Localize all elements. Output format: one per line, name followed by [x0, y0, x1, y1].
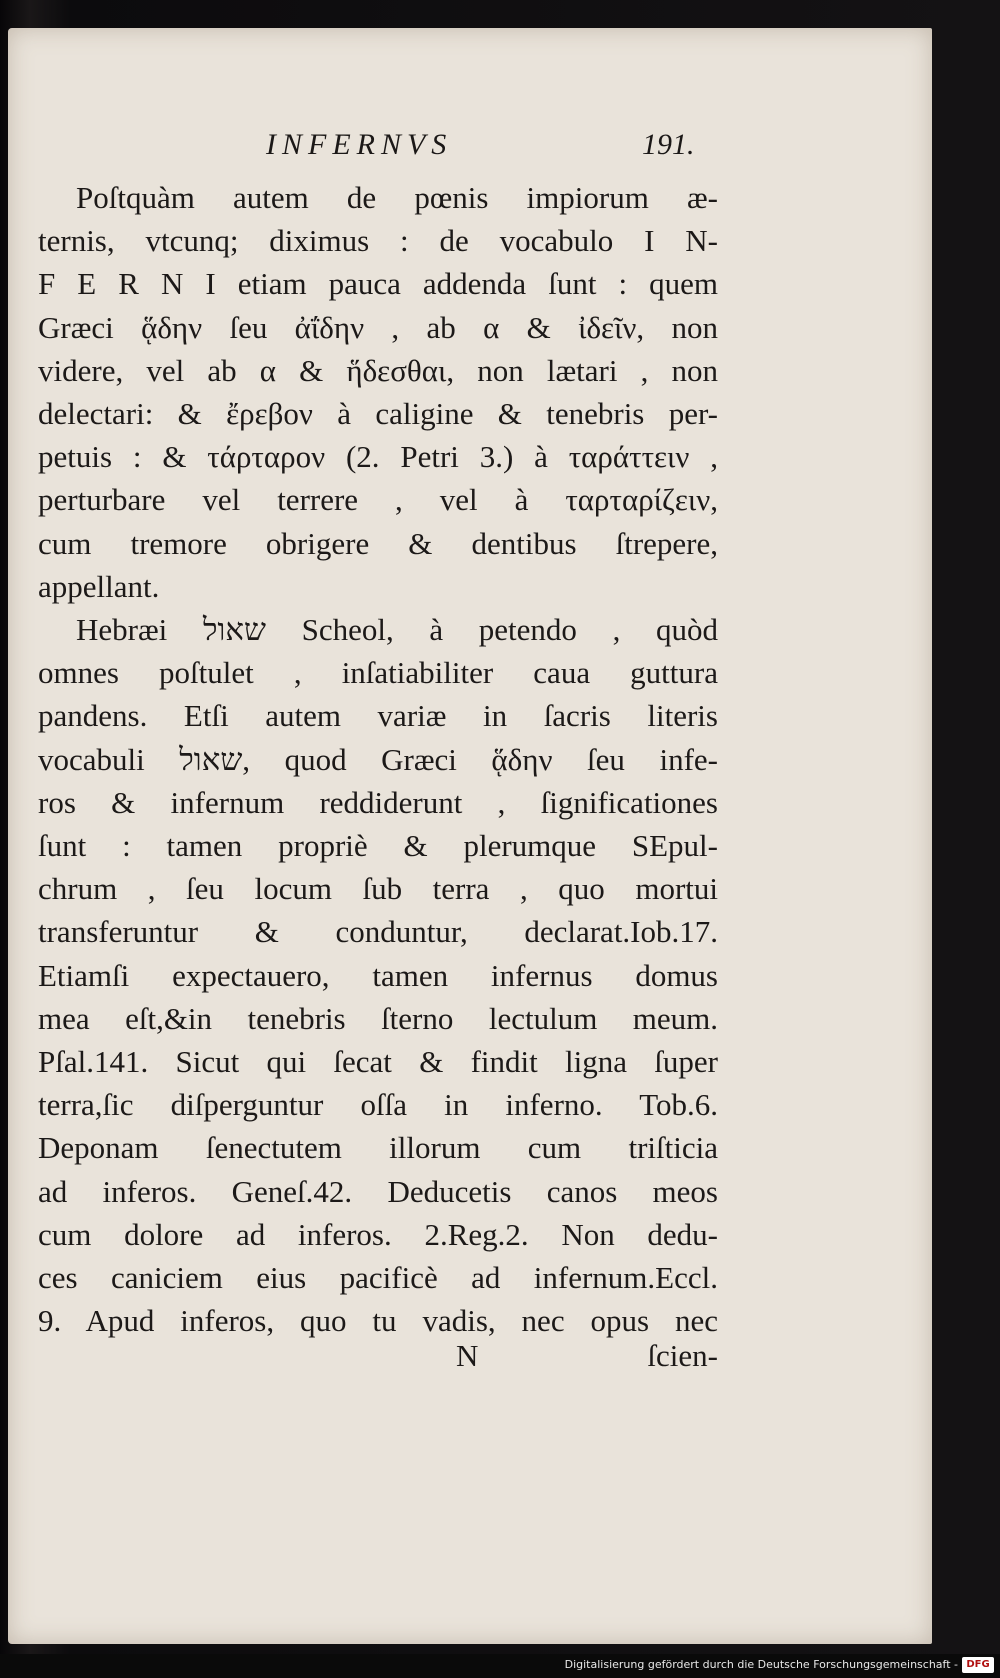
digitization-footer [0, 1654, 1000, 1678]
text-line: chrum , ſeu locum ſub terra , quo mortui [38, 871, 718, 907]
text-line: mea eſt,&in tenebris ſterno lectulum meum. [38, 1000, 718, 1036]
text-line: pandens. Etſi autem variæ in ſacris literis [38, 698, 718, 734]
dfg-logo: DFG [962, 1657, 994, 1673]
text-line: transferuntur & conduntur, declarat.Iob.17. [38, 914, 718, 950]
text-line: ces caniciem eius pacificè ad infernum.Eccl. [38, 1260, 718, 1296]
signature-mark: N [456, 1338, 479, 1373]
page-foot [38, 1338, 718, 1382]
text-line: appellant. [38, 568, 160, 604]
text-line: Poſtquàm autem de pœnis impiorum æ- [76, 180, 718, 215]
text-line: F E R N I etiam pauca addenda ſunt : quem [38, 266, 718, 302]
book-page [8, 28, 932, 1644]
text-line: cum tremore obrigere & dentibus ſtrepere, [38, 525, 718, 561]
text-line: Hebræi שאול Scheol, à petendo , quòd [76, 612, 719, 648]
text-line: ad inferos. Geneſ.42. Deducetis canos meos [38, 1173, 718, 1209]
funding-credit: Digitalisierung gefördert durch die Deutsche Forschungsgemeinschaft - [564, 1658, 958, 1671]
text-line: videre, vel ab α & ἥδεσθαι, non lætari , non [38, 352, 718, 388]
text-line: Deponam ſenectutem illorum cum triſticia [38, 1130, 718, 1166]
text-line: vocabuli שאול, quod Græci ᾅδην ſeu infe- [38, 741, 718, 777]
text-line: ros & infernum reddiderunt , ſignificationes [38, 784, 718, 820]
text-line: Pſal.141. Sicut qui ſecat & findit ligna ſuper [38, 1044, 718, 1080]
text-line: delectari: & ἔρεβον à caligine & tenebris per- [38, 396, 718, 432]
running-title: INFERNVS [266, 128, 453, 161]
body-text [38, 176, 718, 1342]
text-line: perturbare vel terrere , vel à ταρταρίζειν, [38, 482, 718, 518]
page-number: 191. [642, 128, 695, 161]
text-line: cum dolore ad inferos. 2.Reg.2. Non dedu- [38, 1216, 718, 1252]
catchword: ſcien- [647, 1338, 718, 1373]
text-line: ternis, vtcunq; diximus : de vocabulo I N- [38, 223, 718, 259]
text-line: petuis : & τάρταρον (2. Petri 3.) à ταράττειν , [38, 439, 718, 475]
text-line: terra,ſic diſperguntur oſſa in inferno. Tob.6. [38, 1087, 718, 1123]
text-line: omnes poſtulet , inſatiabiliter caua guttura [38, 655, 718, 691]
text-line: ſunt : tamen propriè & plerumque SEpul- [38, 828, 718, 864]
text-line: Græci ᾅδην ſeu ἀΐδην , ab α & ἰδεῖν, non [38, 309, 718, 345]
text-line: 9. Apud inferos, quo tu vadis, nec opus nec [38, 1303, 718, 1339]
text-line: Etiamſi expectauero, tamen infernus domus [38, 957, 718, 993]
page-header [8, 128, 932, 168]
